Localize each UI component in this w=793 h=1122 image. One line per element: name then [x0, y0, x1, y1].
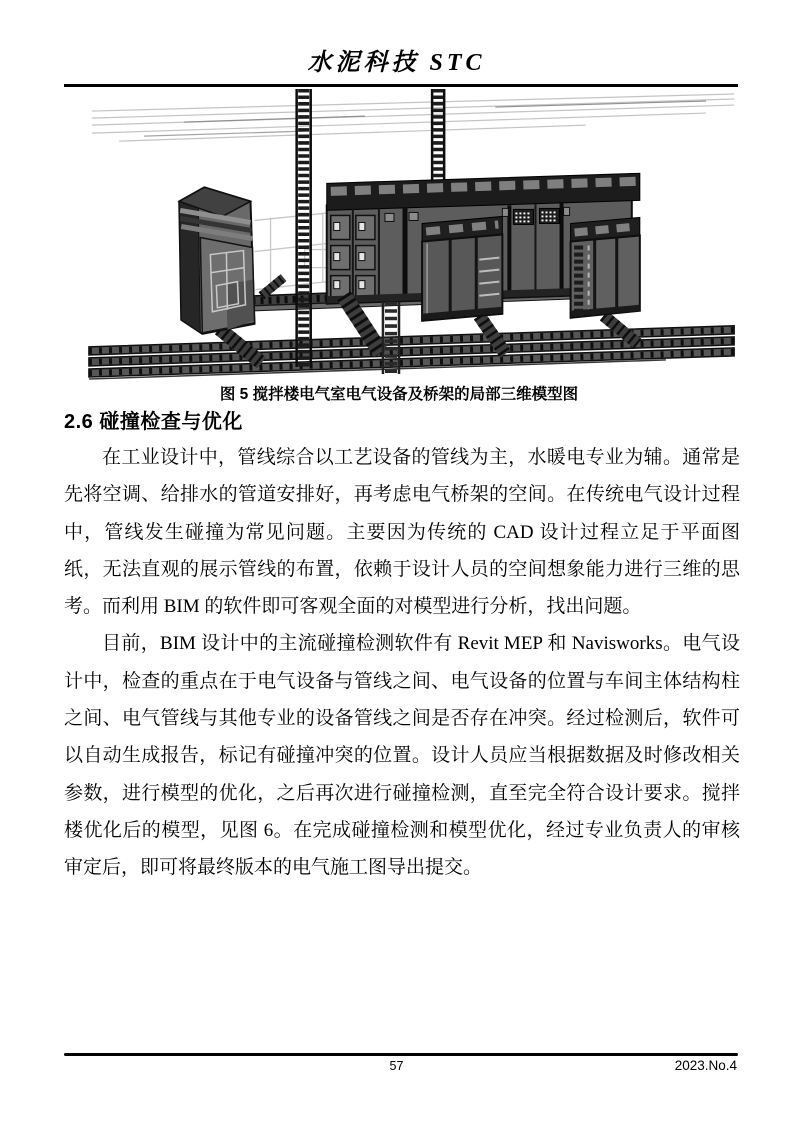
- ground-cable-trays: [89, 326, 734, 379]
- figure-5-caption: 图 5 搅拌楼电气室电气设备及桥架的局部三维模型图: [219, 386, 579, 403]
- figure-5-3d-model-image: [63, 89, 735, 380]
- front-cabinets-right: [571, 217, 640, 317]
- front-cabinets-left: [422, 216, 502, 320]
- figure-5: [63, 89, 735, 404]
- transformer-box: [179, 187, 254, 334]
- page-number: 57: [389, 1059, 404, 1073]
- section-heading: 2.6 碰撞检查与优化: [64, 411, 243, 433]
- footer-rule: [64, 1053, 738, 1056]
- issue-number: 2023.No.4: [674, 1058, 737, 1073]
- header-rule: [64, 84, 738, 87]
- vertical-cable-riser-left: [297, 89, 311, 367]
- paragraph-2: 目前，BIM 设计中的主流碰撞检测软件有 Revit MEP 和 Navisworks。电气设计中，检查的重点在于电气设备与管线之间、电气设备的位置与车间主体结构柱之间、电气管线与其他专业的设备管线之间是否存在冲突。经过检测后，软件可以自动生成报告，标记有碰撞冲突的位置。设计人员应当根据数据及时修改相关参数，进行模型的优化，之后再次进行碰撞检测，直至完全符合设计要求。搅拌楼优化后的模型，见图 6。在完成碰撞检测和模型优化，经过专业负责人的审核审定后，即可将最终版本的电气施工图导出提交。: [64, 633, 740, 879]
- structural-grid-lines: [92, 94, 734, 141]
- section-body: [64, 439, 740, 887]
- vertical-cable-riser-right: [432, 89, 444, 185]
- paragraph-1: 在工业设计中，管线综合以工艺设备的管线为主，水暖电专业为辅。通常是先将空调、给排水的管道安排好，再考虑电气桥架的空间。在传统电气设计过程中，管线发生碰撞为常见问题。主要因为传统的 CAD 设计过程立足于平面图纸，无法直观的展示管线的布置，依赖于设计人员的空间想象能力进行三维的思考。而利用 BIM 的软件即可客观全面的对模型进行分析，找出问题。: [64, 447, 740, 618]
- journal-title: 水泥科技 STC: [307, 50, 486, 76]
